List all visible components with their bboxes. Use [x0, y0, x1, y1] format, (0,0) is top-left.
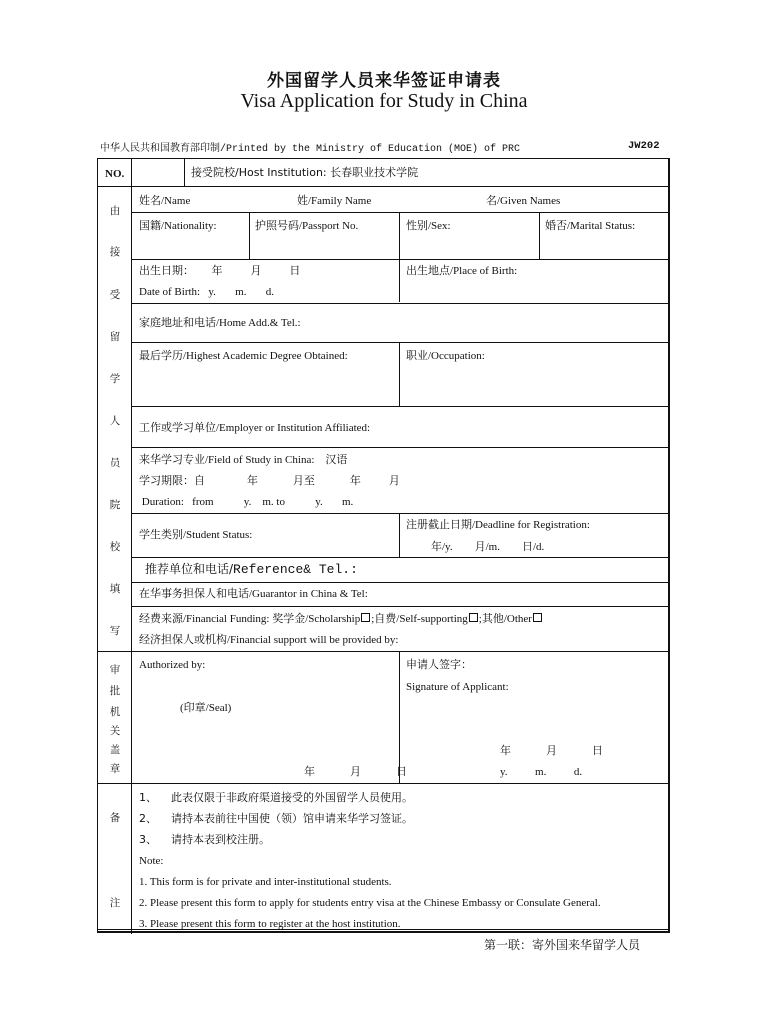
student-status-field-label[interactable]: 学生类别/Student Status:: [139, 529, 253, 541]
side-char: 注: [109, 897, 121, 909]
financial-support-field-label[interactable]: 经济担保人或机构/Financial support will be provided by:: [139, 634, 399, 646]
passport-field-label[interactable]: 护照号码/Passport No.: [255, 220, 359, 232]
column-divider: [184, 159, 185, 186]
side-char: 校: [109, 541, 121, 553]
form-title-chinese: 外国留学人员来华签证申请表: [267, 71, 501, 91]
note-cn-2: 2、 请持本表前往中国使（领）馆申请来华学习签证。: [139, 812, 413, 825]
applicant-date-en: y. m. d.: [500, 766, 583, 778]
column-divider: [539, 212, 540, 259]
note-en-2: 2. Please present this form to apply for students entry visa at the Chinese Embassy or Consulate General.: [139, 897, 601, 909]
self-supporting-label: ;自费/Self-supporting: [371, 613, 468, 625]
other-checkbox[interactable]: [533, 613, 542, 622]
side-char: 写: [109, 625, 121, 637]
reference-en: Reference& Tel.:: [233, 562, 358, 577]
side-char: 接: [109, 246, 121, 258]
form-code: JW202: [628, 140, 660, 152]
side-char: 批: [109, 685, 121, 697]
side-char: 由: [109, 205, 121, 217]
dob-cn-label: 出生日期： 年 月 日: [139, 264, 301, 277]
self-supporting-checkbox[interactable]: [469, 613, 478, 622]
given-names-field-label[interactable]: 名/Given Names: [486, 195, 561, 207]
applicant-signature-cn: 申请人签字：: [406, 658, 472, 671]
authorized-by-label[interactable]: Authorized by:: [139, 659, 206, 671]
column-divider: [249, 212, 250, 259]
footer-copy-note: 第一联：寄外国来华留学人员: [484, 938, 641, 952]
side-char: 备: [109, 812, 121, 824]
side-char: 审: [109, 664, 121, 676]
note-en-3: 3. Please present this form to register at the host institution.: [139, 918, 401, 930]
deadline-field-label[interactable]: 注册截止日期/Deadline for Registration:: [406, 519, 590, 531]
applicant-date-cn: 年 月 日: [500, 744, 603, 757]
name-field-label[interactable]: 姓名/Name: [139, 195, 191, 207]
note-en-1: 1. This form is for private and inter-institutional students.: [139, 876, 392, 888]
reference-field-label[interactable]: [145, 562, 358, 577]
side-char: 机: [109, 706, 121, 718]
dob-field-label[interactable]: Date of Birth: y. m. d.: [139, 286, 274, 298]
side-char: 关: [109, 725, 121, 737]
reference-cn: 推荐单位和电话/: [145, 562, 234, 576]
marital-status-field-label[interactable]: 婚否/Marital Status:: [545, 220, 636, 232]
field-of-study-label[interactable]: 来华学习专业/Field of Study in China: 汉语: [139, 454, 348, 466]
side-char: 留: [109, 331, 121, 343]
home-address-field-label[interactable]: 家庭地址和电话/Home Add.& Tel.:: [139, 317, 301, 329]
sex-field-label[interactable]: 性别/Sex:: [406, 220, 451, 232]
side-char: 院: [109, 499, 121, 511]
row-divider: [132, 259, 669, 260]
other-label: ;其他/Other: [478, 613, 532, 625]
row-divider: [132, 513, 669, 514]
occupation-field-label[interactable]: 职业/Occupation:: [406, 350, 485, 362]
column-divider: [399, 212, 400, 302]
no-label: NO.: [105, 168, 125, 180]
row-divider: [132, 212, 669, 213]
column-divider: [399, 342, 400, 406]
note-label: Note:: [139, 855, 164, 867]
funding-label: 经费来源/Financial Funding: 奖学金/Scholarship: [139, 613, 361, 625]
note-cn-1: 1、 此表仅限于非政府渠道接受的外国留学人员使用。: [139, 791, 413, 804]
printed-by-line: [100, 139, 520, 155]
side-char: 学: [109, 373, 121, 385]
family-name-field-label[interactable]: 姓/Family Name: [297, 195, 372, 207]
row-divider: [98, 186, 669, 187]
side-char: 人: [109, 415, 121, 427]
deadline-ymd: 年/y. 月/m. 日/d.: [431, 541, 545, 553]
row-divider: [132, 342, 669, 343]
duration-field-label[interactable]: Duration: from y. m. to y. m.: [139, 496, 354, 508]
side-char: 受: [109, 289, 121, 301]
applicant-signature-field-label[interactable]: Signature of Applicant:: [406, 681, 509, 693]
nationality-field-label[interactable]: 国籍/Nationality:: [139, 220, 217, 232]
guarantor-field-label[interactable]: 在华事务担保人和电话/Guarantor in China & Tel:: [139, 588, 368, 600]
side-char: 盖: [109, 744, 121, 756]
scholarship-checkbox[interactable]: [361, 613, 370, 622]
place-of-birth-field-label[interactable]: 出生地点/Place of Birth:: [406, 265, 518, 277]
row-divider: [98, 783, 669, 784]
funding-row: [139, 612, 543, 626]
side-char: 章: [109, 763, 121, 775]
printed-by-en: /Printed by the Ministry of Education (MOE) of PRC: [220, 144, 521, 155]
seal-label: (印章/Seal): [180, 702, 232, 714]
printed-by-cn: 中华人民共和国教育部印制: [100, 143, 220, 154]
column-divider: [399, 513, 400, 557]
application-form-table: [97, 158, 670, 933]
row-divider: [132, 447, 669, 448]
side-char: 填: [109, 583, 121, 595]
row-divider: [98, 651, 669, 652]
host-institution: 接受院校/Host Institution: 长春职业技术学院: [191, 166, 419, 179]
column-divider: [399, 651, 400, 783]
row-divider: [132, 557, 669, 558]
form-title-english: Visa Application for Study in China: [240, 90, 528, 112]
row-divider: [132, 606, 669, 607]
side-char: 员: [109, 457, 121, 469]
row-divider: [132, 582, 669, 583]
approval-date: 年 月 日: [304, 765, 407, 778]
row-divider: [132, 406, 669, 407]
note-cn-3: 3、 请持本表到校注册。: [139, 833, 270, 846]
row-divider: [132, 303, 669, 304]
employer-field-label[interactable]: 工作或学习单位/Employer or Institution Affiliated:: [139, 422, 371, 434]
duration-cn-label: 学习期限：自 年 月至 年 月: [139, 474, 400, 487]
degree-field-label[interactable]: 最后学历/Highest Academic Degree Obtained:: [139, 350, 348, 362]
